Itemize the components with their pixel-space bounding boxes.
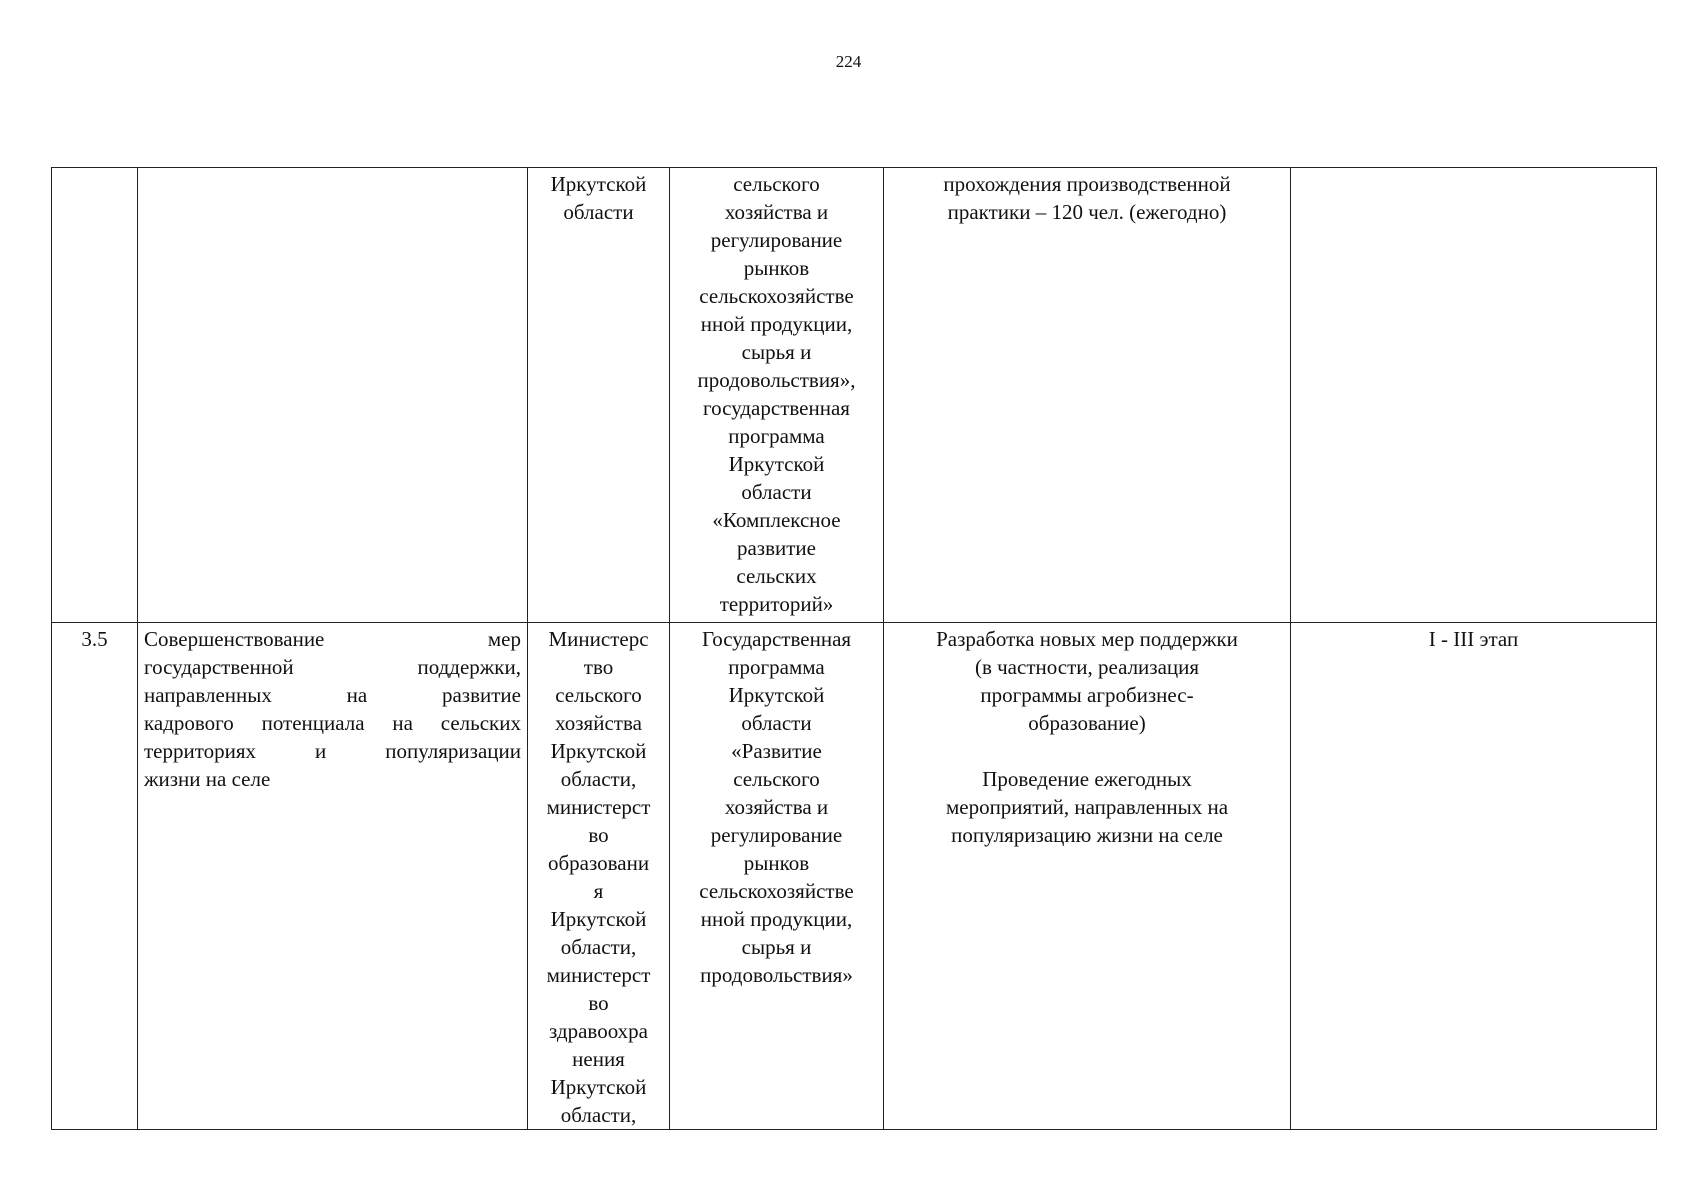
stage-text: I - III этап — [1428, 627, 1519, 651]
text-line: «Развитие — [731, 739, 822, 763]
text-line: прохождения производственной — [943, 172, 1231, 196]
result-text-part1 — [890, 625, 1284, 737]
text-line: во — [588, 823, 609, 847]
cell-measure — [138, 623, 528, 1130]
cell-program — [670, 623, 884, 1130]
text-line: хозяйства и — [724, 200, 829, 224]
text-line: я — [593, 879, 604, 903]
text-line: сельскохозяйстве — [699, 284, 854, 308]
text-line: жизни на селе — [144, 767, 271, 791]
text-line: (в частности, реализация — [974, 655, 1200, 679]
cell-executors — [528, 623, 670, 1130]
text-line: продовольствия» — [700, 963, 853, 987]
cell-result — [884, 168, 1291, 623]
text-line: тво — [583, 655, 614, 679]
text-line: регулирование — [710, 823, 843, 847]
paragraph-gap — [890, 737, 1284, 765]
text-line: сельского — [555, 683, 642, 707]
text-line: области, — [560, 935, 637, 959]
text-line: программа — [728, 424, 825, 448]
text-line: нной продукции, — [700, 907, 853, 931]
text-line: регулирование — [710, 228, 843, 252]
table-row-3-5 — [52, 623, 1657, 1130]
result-text-part2 — [890, 765, 1284, 849]
text-line: Министерс — [548, 627, 649, 651]
text-line: образование) — [1028, 711, 1146, 735]
text-line: нной продукции, — [700, 312, 853, 336]
text-line: области — [741, 480, 812, 504]
text-line: сырья и — [741, 935, 812, 959]
text-line: сельского — [733, 767, 820, 791]
page-number: 224 — [835, 52, 862, 71]
text-line: области, — [560, 1103, 637, 1127]
text-line: хозяйства и — [724, 795, 829, 819]
text-line: развитие — [736, 536, 816, 560]
text-line: государственная — [703, 396, 850, 420]
text-line: продовольствия», — [697, 368, 856, 392]
text-line: сельского — [733, 172, 820, 196]
text-line: Иркутской — [728, 683, 825, 707]
text-line: популяризацию жизни на селе — [951, 823, 1223, 847]
result-text — [890, 170, 1284, 226]
text-line: министерст — [546, 963, 651, 987]
cell-executors — [528, 168, 670, 623]
text-line: сельских — [736, 564, 817, 588]
cell-number — [52, 623, 138, 1130]
text-line: сельскохозяйстве — [699, 879, 854, 903]
cell-measure-empty — [138, 168, 528, 623]
text-line: Иркутской — [550, 907, 647, 931]
text-line: области, — [560, 767, 637, 791]
text-line: Государственная — [701, 627, 852, 651]
text-line: нения — [572, 1047, 625, 1071]
text-line: направленных на развитие — [144, 683, 521, 707]
text-line: Совершенствование мер — [144, 627, 521, 651]
program-text — [676, 170, 877, 618]
text-line: практики – 120 чел. (ежегодно) — [947, 200, 1227, 224]
text-line: государственной поддержки, — [144, 655, 521, 679]
text-line: рынков — [743, 256, 810, 280]
document-table — [51, 167, 1657, 1130]
program-text — [676, 625, 877, 989]
cell-stage-empty — [1291, 168, 1657, 623]
text-line: кадрового потенциала на сельских — [144, 711, 521, 735]
text-line: сырья и — [741, 340, 812, 364]
text-line: Иркутской — [550, 1075, 647, 1099]
text-line: области — [563, 200, 634, 224]
text-line: образовани — [547, 851, 650, 875]
text-line: области — [741, 711, 812, 735]
text-line: Разработка новых мер поддержки — [936, 627, 1238, 651]
text-line: территориях и популяризации — [144, 739, 521, 763]
text-line: Иркутской — [550, 172, 647, 196]
table-row-continuation — [52, 168, 1657, 623]
text-line: мероприятий, направленных на — [945, 795, 1229, 819]
text-line: программа — [728, 655, 825, 679]
cell-program — [670, 168, 884, 623]
text-line: здравоохра — [549, 1019, 648, 1043]
text-line: во — [588, 991, 609, 1015]
cell-number-empty — [52, 168, 138, 623]
text-line: хозяйства — [555, 711, 642, 735]
executors-text — [534, 625, 663, 1129]
text-line: министерст — [546, 795, 651, 819]
text-line: Проведение ежегодных — [982, 767, 1192, 791]
cell-stage — [1291, 623, 1657, 1130]
row-number: 3.5 — [81, 627, 108, 651]
text-line: программы агробизнес- — [980, 683, 1194, 707]
text-line: рынков — [743, 851, 810, 875]
text-line: территорий» — [719, 592, 834, 616]
text-line: «Комплексное — [712, 508, 841, 532]
text-line: Иркутской — [550, 739, 647, 763]
cell-result — [884, 623, 1291, 1130]
executors-text — [534, 170, 663, 226]
measure-text — [144, 625, 521, 793]
text-line: Иркутской — [728, 452, 825, 476]
